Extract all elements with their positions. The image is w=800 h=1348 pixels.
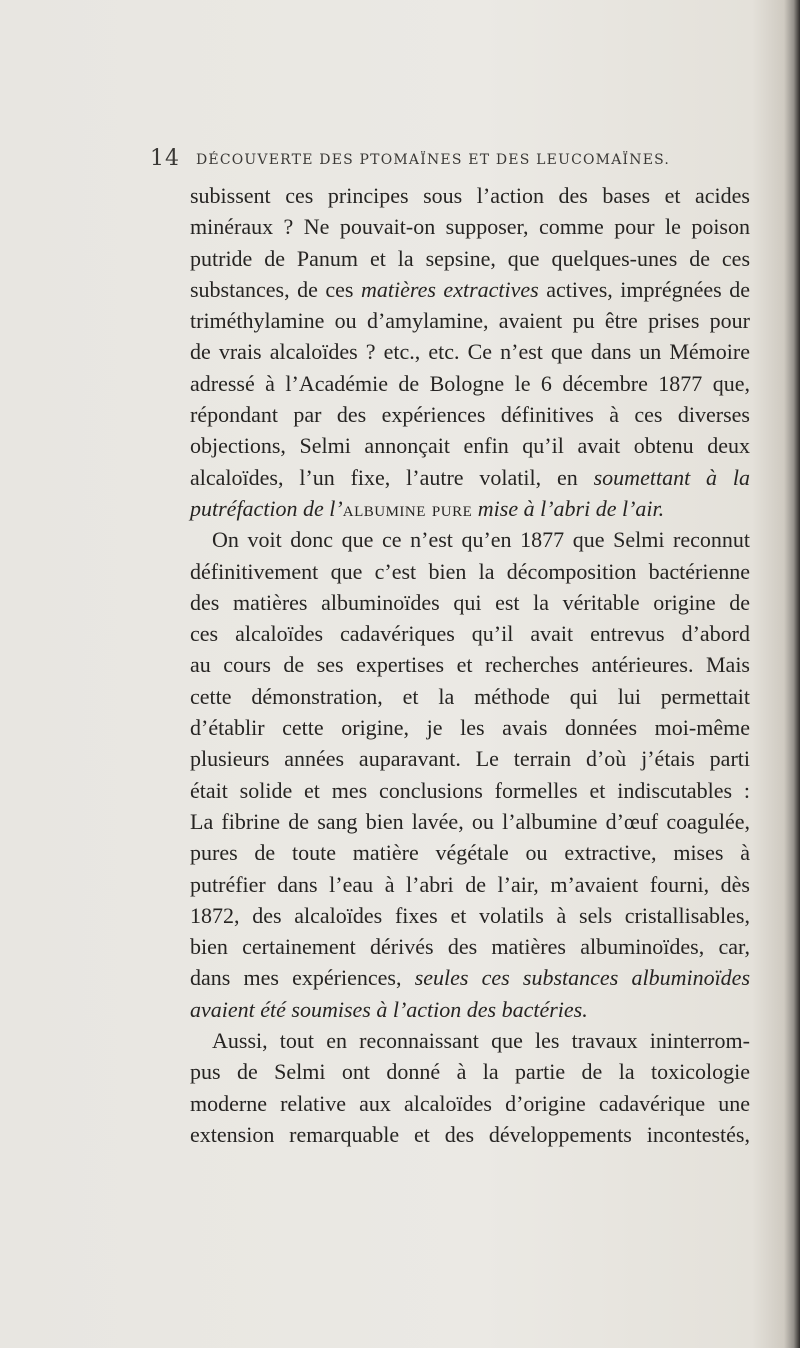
text-line: triméthylamine ou d’amylamine, avaient pu être prises pour: [190, 308, 750, 334]
running-title: DÉCOUVERTE DES PTOMAÏNES ET DES LEUCOMAÏNES.: [196, 152, 671, 168]
text-line: ces alcaloïdes cadavériques qu’il avait entrevus d’abord: [190, 621, 750, 647]
text-line: putride de Panum et la sepsine, que quelques-unes de ces: [190, 245, 750, 271]
text-line: Aussi, tout en reconnaissant que les travaux ininterrom-: [212, 1028, 750, 1054]
text-line: subissent ces principes sous l’action des bases et acides: [190, 183, 750, 208]
text-line: bien certainement dérivés des matières albuminoïdes, car,: [190, 934, 750, 960]
text-line: 1872, des alcaloïdes fixes et volatils à sels cristallisables,: [190, 902, 750, 928]
text-line: de vrais alcaloïdes ? etc., etc. Ce n’est que dans un Mémoire: [190, 339, 750, 365]
body-text: [190, 180, 750, 1270]
text-line: pus de Selmi ont donné à la partie de la toxicologie: [190, 1059, 750, 1085]
text-line: adressé à l’Académie de Bologne le 6 décembre 1877 que,: [190, 370, 750, 396]
page-header: [150, 146, 750, 182]
text-line: alcaloïdes, l’un fixe, l’autre volatil, en soumettant à la: [190, 464, 750, 490]
text-line: avaient été soumises à l’action des bactéries.: [190, 996, 588, 1022]
text-line: substances, de ces matières extractives actives, imprégnées de: [190, 276, 750, 302]
text-line: plusieurs années auparavant. Le terrain d’où j’étais parti: [190, 746, 750, 772]
text-line: dans mes expériences, seules ces substances albuminoïdes: [190, 965, 751, 991]
page-edge-shadow: [794, 0, 800, 1348]
text-line: cette démonstration, et la méthode qui lui permettait: [190, 683, 750, 709]
text-line: moderne relative aux alcaloïdes d’origine cadavérique une: [190, 1090, 750, 1116]
text-line: au cours de ses expertises et recherches antérieures. Mais: [190, 652, 750, 678]
text-line: répondant par des expériences définitives à ces diverses: [190, 402, 750, 428]
text-line: définitivement que c’est bien la décomposition bactérienne: [190, 558, 750, 584]
text-line: était solide et mes conclusions formelles et indiscutables :: [190, 777, 750, 803]
text-line: extension remarquable et des développements incontestés,: [190, 1121, 750, 1147]
text-line: On voit donc que ce n’est qu’en 1877 que Selmi reconnut: [212, 527, 750, 553]
italic-phrase: seules ces substances albuminoïdes: [414, 965, 751, 991]
text-line: objections, Selmi annonçait enfin qu’il avait obtenu deux: [190, 433, 750, 459]
text-line: putréfaction de l’albumine pure mise à l’abri de l’air.: [190, 495, 665, 521]
text-line: putréfier dans l’eau à l’abri de l’air, m’avaient fourni, dès: [190, 871, 750, 897]
page-number: 14: [150, 146, 180, 171]
text-line: pures de toute matière végétale ou extractive, mises à: [190, 840, 750, 866]
italic-phrase: soumettant à la: [593, 464, 750, 490]
text-line: La fibrine de sang bien lavée, ou l’albumine d’œuf coagulée,: [190, 808, 750, 834]
text-line: des matières albuminoïdes qui est la véritable origine de: [190, 589, 750, 615]
text-line: d’établir cette origine, je les avais données moi-même: [190, 715, 750, 741]
italic-phrase: matières extractives: [360, 276, 539, 302]
small-caps-phrase: albumine pure: [342, 495, 473, 521]
text-line: minéraux ? Ne pouvait-on supposer, comme pour le poison: [190, 214, 750, 240]
